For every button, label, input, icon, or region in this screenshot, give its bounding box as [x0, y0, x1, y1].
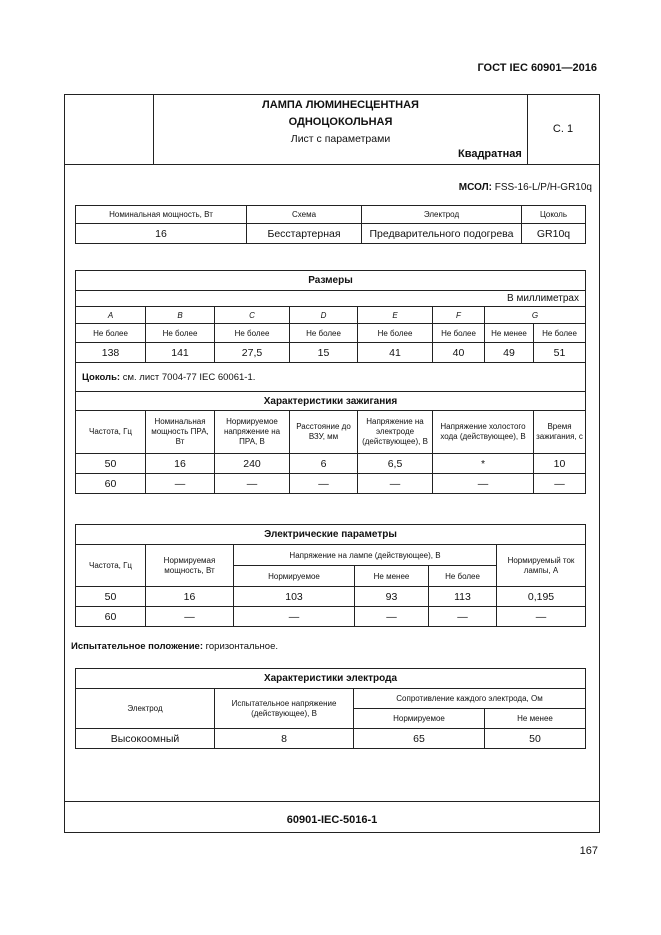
ignition-header: Время зажигания, с	[534, 411, 586, 454]
dim-value: 138	[76, 343, 146, 363]
electrode-cell: 50	[485, 729, 586, 749]
electrode-header: Не менее	[485, 709, 586, 729]
electrode-header: Электрод	[76, 689, 215, 729]
value-cell: Предварительного подогрева	[362, 224, 522, 244]
electrical-header: Частота, Гц	[76, 545, 146, 587]
dim-limit: Не более	[215, 324, 290, 343]
ignition-cell: 6	[290, 454, 358, 474]
electrode-header: Испытательное напряжение (действующее), В	[215, 689, 354, 729]
dim-letter: A	[76, 307, 146, 324]
sheet-id: 60901-IEC-5016-1	[286, 814, 378, 826]
electrical-cell: 16	[146, 587, 234, 607]
header-cell: Схема	[247, 206, 362, 224]
electrode-cell: 65	[354, 729, 485, 749]
dim-limit: Не более	[433, 324, 485, 343]
ignition-header: Частота, Гц	[76, 411, 146, 454]
dim-value: 49	[485, 343, 534, 363]
electrical-table	[75, 524, 586, 627]
dim-letter: B	[146, 307, 215, 324]
ignition-cell: *	[433, 454, 534, 474]
dimensions-title: Размеры	[76, 271, 586, 291]
dim-letter: F	[433, 307, 485, 324]
electrical-cell: —	[234, 607, 355, 627]
ignition-cell: 240	[215, 454, 290, 474]
ignition-cell: —	[290, 474, 358, 494]
cap-label: Цоколь:	[82, 371, 121, 383]
test-position-text: горизонтальное.	[205, 641, 279, 652]
electrical-header: Нормируемый ток лампы, А	[497, 545, 586, 587]
electrode-header: Нормируемое	[354, 709, 485, 729]
ignition-cell: —	[146, 474, 215, 494]
ignition-cell: 10	[534, 454, 586, 474]
dim-letter: D	[290, 307, 358, 324]
frame-divider	[65, 164, 599, 165]
header-cell: Цоколь	[522, 206, 586, 224]
dim-limit: Не более	[290, 324, 358, 343]
electrical-title: Электрические параметры	[76, 525, 586, 545]
ignition-cell: —	[433, 474, 534, 494]
electrical-cell: 0,195	[497, 587, 586, 607]
electrical-cell: 103	[234, 587, 355, 607]
shape-label: Квадратная	[458, 148, 522, 160]
electrical-cell: 113	[429, 587, 497, 607]
dim-letter: C	[215, 307, 290, 324]
electrical-header: Нормируемое	[234, 566, 355, 587]
mcol-value: FSS-16-L/P/H-GR10q	[494, 182, 592, 193]
dim-letter: E	[358, 307, 433, 324]
dim-value: 40	[433, 343, 485, 363]
dim-limit: Не более	[146, 324, 215, 343]
dimensions-table	[75, 270, 586, 494]
electrical-header: Напряжение на лампе (действующее), В	[234, 545, 497, 566]
electrical-header: Нормируемая мощность, Вт	[146, 545, 234, 587]
header-cell: Номинальная мощность, Вт	[76, 206, 247, 224]
electrical-header: Не менее	[355, 566, 429, 587]
title-line-1: ЛАМПА ЛЮМИНЕСЦЕНТНАЯ	[262, 99, 419, 111]
ignition-header: Расстояние до ВЗУ, мм	[290, 411, 358, 454]
page-label: С. 1	[552, 123, 574, 135]
header-cell: Электрод	[362, 206, 522, 224]
electrical-header: Не более	[429, 566, 497, 587]
dimensions-unit: В миллиметрах	[76, 291, 586, 307]
page-number: 167	[579, 845, 598, 857]
test-position-label: Испытательное положение:	[71, 641, 203, 652]
value-cell: Бесстартерная	[247, 224, 362, 244]
electrical-cell: 60	[76, 607, 146, 627]
dim-value: 15	[290, 343, 358, 363]
dim-limit: Не более	[534, 324, 586, 343]
title-line-2: ОДНОЦОКОЛЬНАЯ	[288, 116, 393, 128]
dim-limit: Не менее	[485, 324, 534, 343]
dim-value: 27,5	[215, 343, 290, 363]
electrode-header: Сопротивление каждого электрода, Ом	[354, 689, 586, 709]
frame-divider	[65, 801, 599, 802]
electrode-title: Характеристики электрода	[76, 669, 586, 689]
mcol-line	[459, 182, 592, 193]
dim-value: 141	[146, 343, 215, 363]
cap-note	[76, 363, 586, 392]
ignition-cell: 6,5	[358, 454, 433, 474]
value-cell: 16	[76, 224, 247, 244]
ignition-header: Напряжение холостого хода (действующее), В	[433, 411, 534, 454]
ignition-cell: 50	[76, 454, 146, 474]
subtitle: Лист с параметрами	[290, 133, 391, 145]
electrical-cell: 50	[76, 587, 146, 607]
ignition-title: Характеристики зажигания	[76, 392, 586, 411]
electrical-cell: —	[355, 607, 429, 627]
ignition-header: Номинальная мощность ПРА, Вт	[146, 411, 215, 454]
electrode-cell: Высокоомный	[76, 729, 215, 749]
standard-number: ГОСТ IEC 60901—2016	[477, 62, 597, 74]
electrode-cell: 8	[215, 729, 354, 749]
dim-limit: Не более	[358, 324, 433, 343]
ignition-cell: —	[215, 474, 290, 494]
electrode-table	[75, 668, 586, 749]
ignition-cell: 16	[146, 454, 215, 474]
ignition-cell: —	[358, 474, 433, 494]
dim-value: 41	[358, 343, 433, 363]
ignition-cell: —	[534, 474, 586, 494]
cap-text: см. лист 7004-77 IEC 60061-1.	[122, 371, 256, 383]
electrical-cell: 93	[355, 587, 429, 607]
dim-letter: G	[485, 307, 586, 324]
ignition-header: Нормируемое напряжение на ПРА, В	[215, 411, 290, 454]
electrical-cell: —	[497, 607, 586, 627]
dim-value: 51	[534, 343, 586, 363]
electrical-cell: —	[429, 607, 497, 627]
general-table	[75, 205, 586, 244]
mcol-label: МСОЛ:	[458, 182, 492, 193]
electrical-cell: —	[146, 607, 234, 627]
ignition-header: Напряжение на электроде (действующее), В	[358, 411, 433, 454]
test-position-line	[71, 641, 278, 652]
dim-limit: Не более	[76, 324, 146, 343]
value-cell: GR10q	[522, 224, 586, 244]
ignition-cell: 60	[76, 474, 146, 494]
